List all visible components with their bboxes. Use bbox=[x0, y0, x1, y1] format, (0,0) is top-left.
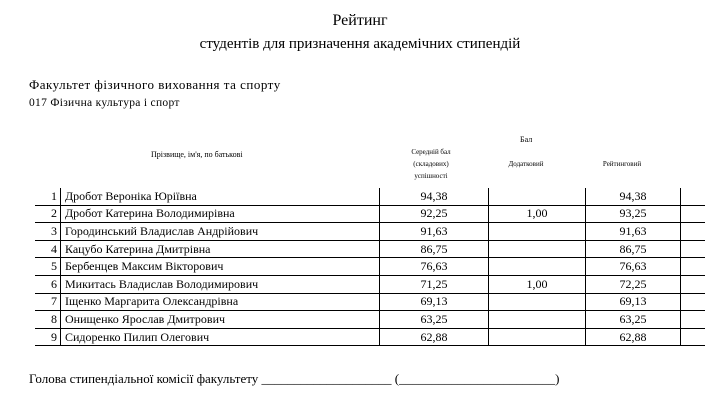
average-score: 63,25 bbox=[380, 311, 489, 329]
faculty-name: Факультет фізичного виховання та спорту bbox=[29, 77, 281, 92]
rating-score: 63,25 bbox=[586, 311, 681, 329]
document-subtitle: студентів для призначення академічних стипендій bbox=[199, 36, 521, 52]
average-score: 92,25 bbox=[380, 205, 489, 223]
row-spacer bbox=[681, 205, 706, 223]
table-row bbox=[35, 293, 705, 311]
header-score-group: Бал bbox=[520, 135, 533, 144]
average-score: 71,25 bbox=[380, 275, 489, 293]
additional-score bbox=[489, 328, 586, 346]
additional-score bbox=[489, 258, 586, 276]
student-name: Дробот Вероніка Юріївна bbox=[65, 188, 197, 203]
average-score: 69,13 bbox=[380, 293, 489, 311]
student-name: Іщенко Маргарита Олександрівна bbox=[65, 294, 239, 309]
rating-score: 62,88 bbox=[586, 328, 681, 346]
header-additional-score: Додатковий bbox=[508, 160, 544, 168]
row-spacer bbox=[681, 311, 706, 329]
commission-signature-line: Голова стипендіальної комісії факультету ____________________ (________________________) bbox=[29, 371, 560, 386]
row-spacer bbox=[681, 240, 706, 258]
table-row bbox=[35, 311, 705, 329]
document-title: Рейтинг bbox=[332, 12, 388, 29]
average-score: 94,38 bbox=[380, 188, 489, 205]
student-name: Бербенцев Максим Вікторович bbox=[65, 259, 224, 274]
additional-score bbox=[489, 223, 586, 241]
student-name: Микитась Владислав Володимирович bbox=[65, 276, 259, 291]
specialty-name: 017 Фізична культура і спорт bbox=[29, 97, 180, 109]
additional-score: 1,00 bbox=[489, 205, 586, 223]
average-score: 76,63 bbox=[380, 258, 489, 276]
header-average-score: Середній бал (складових) успішності bbox=[411, 148, 451, 180]
row-spacer bbox=[681, 223, 706, 241]
row-spacer bbox=[681, 258, 706, 276]
table-row bbox=[35, 258, 705, 276]
table-row bbox=[35, 275, 705, 293]
rating-score: 86,75 bbox=[586, 240, 681, 258]
row-number: 4 bbox=[35, 240, 61, 258]
rating-table bbox=[35, 188, 705, 346]
row-number: 7 bbox=[35, 293, 61, 311]
table-row bbox=[35, 240, 705, 258]
additional-score bbox=[489, 188, 586, 205]
average-score: 86,75 bbox=[380, 240, 489, 258]
student-name: Дробот Катерина Володимирівна bbox=[65, 206, 235, 221]
row-number: 5 bbox=[35, 258, 61, 276]
row-spacer bbox=[681, 293, 706, 311]
student-name: Сидоренко Пилип Олегович bbox=[65, 329, 210, 344]
row-number: 8 bbox=[35, 311, 61, 329]
row-spacer bbox=[681, 188, 706, 205]
header-full-name: Прізвище, ім'я, по батькові bbox=[151, 150, 243, 159]
row-number: 1 bbox=[35, 188, 61, 205]
rating-score: 91,63 bbox=[586, 223, 681, 241]
student-name: Кацубо Катерина Дмитрівна bbox=[65, 241, 211, 256]
rating-score: 76,63 bbox=[586, 258, 681, 276]
row-number: 6 bbox=[35, 275, 61, 293]
table-row bbox=[35, 328, 705, 346]
row-number: 9 bbox=[35, 328, 61, 346]
student-name: Онищенко Ярослав Дмитрович bbox=[65, 311, 226, 326]
table-row bbox=[35, 205, 705, 223]
row-number: 2 bbox=[35, 205, 61, 223]
additional-score bbox=[489, 293, 586, 311]
additional-score bbox=[489, 240, 586, 258]
student-name: Городинський Владислав Андрійович bbox=[65, 223, 259, 238]
header-rating-score: Рейтинговий bbox=[602, 160, 642, 168]
additional-score: 1,00 bbox=[489, 275, 586, 293]
additional-score bbox=[489, 311, 586, 329]
table-row bbox=[35, 223, 705, 241]
row-spacer bbox=[681, 328, 706, 346]
average-score: 62,88 bbox=[380, 328, 489, 346]
rating-score: 94,38 bbox=[586, 188, 681, 205]
table-row bbox=[35, 188, 705, 205]
rating-score: 72,25 bbox=[586, 275, 681, 293]
average-score: 91,63 bbox=[380, 223, 489, 241]
rating-score: 93,25 bbox=[586, 205, 681, 223]
row-spacer bbox=[681, 275, 706, 293]
rating-score: 69,13 bbox=[586, 293, 681, 311]
row-number: 3 bbox=[35, 223, 61, 241]
